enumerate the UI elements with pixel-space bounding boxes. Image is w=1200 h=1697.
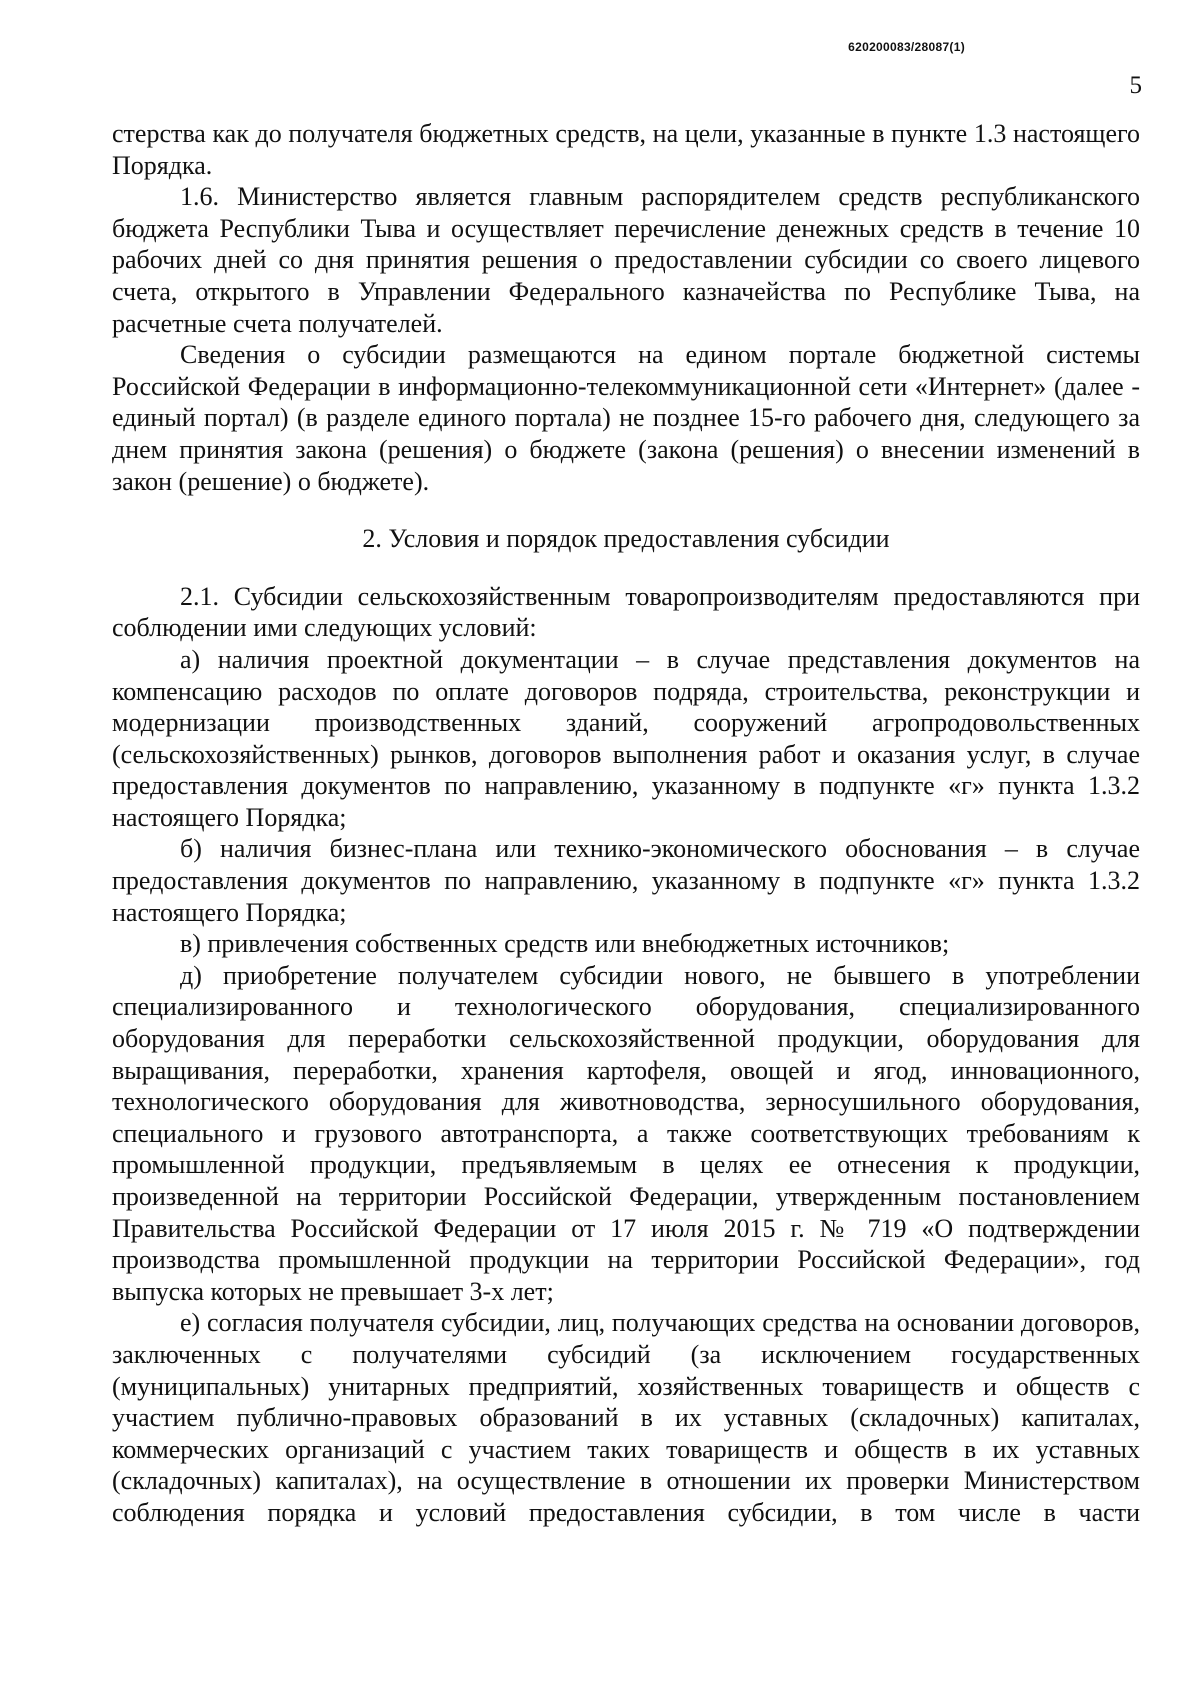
document-code: 620200083/28087(1) xyxy=(848,40,965,54)
section-heading: 2. Условия и порядок предоставления субсидии xyxy=(362,524,890,554)
paragraph-subsidy-info: Сведения о субсидии размещаются на едином портале бюджетной системы Российской Федерации в информационно-телекоммуникационной сети «Интернет» (далее - единый портал) (в разделе единого портала) не позднее 15-го рабочего дня, следующего за днем принятия закона (решения) о бюджете (закона (решения) о внесении изменений в закон (решение) о бюджете). xyxy=(112,340,1140,496)
page-number: 5 xyxy=(1129,72,1142,99)
list-item-v: в) привлечения собственных средств или внебюджетных источников; xyxy=(180,929,950,959)
paragraph-1-6: 1.6. Министерство является главным распорядителем средств республиканского бюджета Республики Тыва и осуществляет перечисление денежных средств в течение 10 рабочих дней со дня принятия решения о предоставлении субсидии со своего лицевого счета, открытого в Управлении Федерального казначейства по Республике Тыва, на расчетные счета получателей. xyxy=(112,182,1140,338)
list-item-b: б) наличия бизнес-плана или технико-экономического обоснования – в случае предоставления документов по направлению, указанному в подпункте «г» пункта 1.3.2 настоящего Порядка; xyxy=(112,834,1140,927)
list-item-e: е) согласия получателя субсидии, лиц, получающих средства на основании договоров, заключенных с получателями субсидий (за исключением государственных (муниципальных) унитарных предприятий, хозяйственных товариществ и обществ с участием публично-правовых образований в их уставных (складочных) капиталах, коммерческих организаций с участием таких товариществ и обществ в их уставных (складочных) капиталах), на осуществление в отношении их проверки Министерством соблюдения порядка и условий предоставления субсидии, в том числе в части xyxy=(112,1308,1140,1527)
paragraph-2-1: 2.1. Субсидии сельскохозяйственным товаропроизводителям предоставляются при соблюдении ими следующих условий: xyxy=(112,581,1140,643)
document-body xyxy=(112,118,1140,1529)
paragraph-continuation: стерства как до получателя бюджетных средств, на цели, указанные в пункте 1.3 настоящего Порядка. xyxy=(112,119,1140,180)
list-item-d: д) приобретение получателем субсидии нового, не бывшего в употреблении специализированного и технологического оборудования, специализированного оборудования для переработки сельскохозяйственной продукции, оборудования для выращивания, переработки, хранения картофеля, овощей и ягод, инновационного, технологического оборудования для животноводства, зерносушильного оборудования, специального и грузового автотранспорта, а также соответствующих требованиям к промышленной продукции, предъявляемым в целях ее отнесения к продукции, произведенной на территории Российской Федерации, утвержденным постановлением Правительства Российской Федерации от 17 июля 2015 г. № 719 «О подтверждении производства промышленной продукции на территории Российской Федерации», год выпуска которых не превышает 3-х лет; xyxy=(112,960,1140,1306)
list-item-a: а) наличия проектной документации – в случае представления документов на компенсацию расходов по оплате договоров подряда, строительства, реконструкции и модернизации производственных зданий, сооружений агропродовольственных (сельскохозяйственных) рынков, договоров выполнения работ и оказания услуг, в случае предоставления документов по направлению, указанному в подпункте «г» пункта 1.3.2 настоящего Порядка; xyxy=(112,644,1140,832)
